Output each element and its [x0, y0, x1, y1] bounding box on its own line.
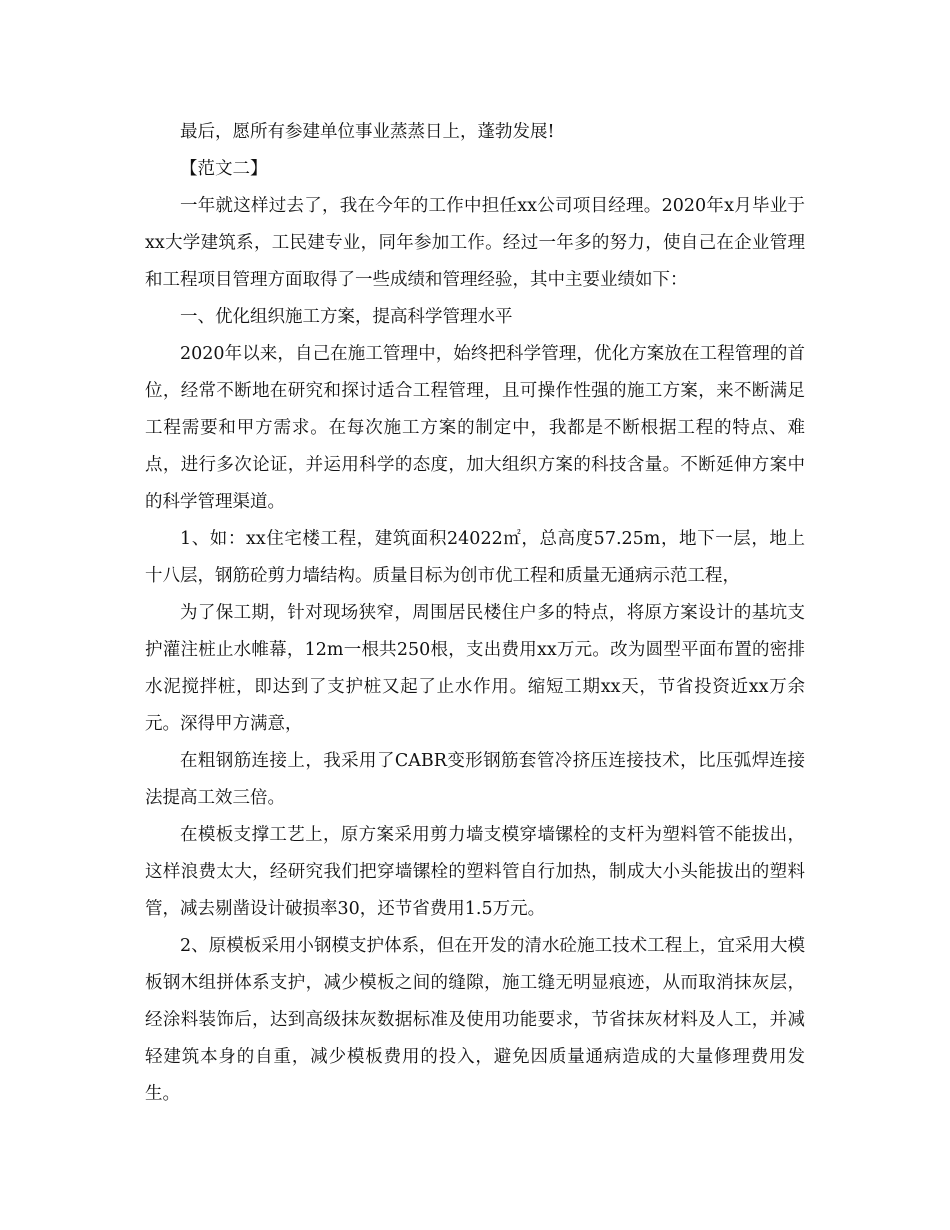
formwork-paragraph: 在模板支撑工艺上，原方案采用剪力墙支模穿墙镙栓的支杆为塑料管不能拔出，这样浪费太大，经研究我们把穿墙镙栓的塑料管自行加热，制成大小头能拔出的塑料管，减去剔凿设计破损率30，还节省费用1.5万元。	[145, 825, 805, 919]
document-body	[145, 114, 805, 1113]
rebar-paragraph: 在粗钢筋连接上，我采用了CABR变形钢筋套管冷挤压连接技术，比压弧焊连接法提高工效三倍。	[145, 751, 805, 808]
section-heading-1: 一、优化组织施工方案，提高科学管理水平	[180, 307, 513, 327]
example-paragraph-2: 2、原模板采用小钢模支护体系，但在开发的清水砼施工技术工程上，宜采用大模板钢木组拼体系支护，减少模板之间的缝隙，施工缝无明显痕迹，从而取消抹灰层，经涂料装饰后，达到高级抹灰数据标准及使用功能要求，节省抹灰材料及人工，并减轻建筑本身的自重，减少模板费用的投入，避免因质量通病造成的大量修理费用发生。	[145, 936, 805, 1104]
example-paragraph-1: 1、如：xx住宅楼工程，建筑面积24022㎡，总高度57.25m，地下一层，地上十八层，钢筋砼剪力墙结构。质量目标为创市优工程和质量无通病示范工程，	[145, 529, 805, 586]
body-paragraph-2020: 2020年以来，自己在施工管理中，始终把科学管理，优化方案放在工程管理的首位，经常不断地在研究和探讨适合工程管理，且可操作性强的施工方案，来不断满足工程需要和甲方需求。在每次施工方案的制定中，我都是不断根据工程的特点、难点，进行多次论证，并运用科学的态度，加大组织方案的科技含量。不断延伸方案中的科学管理渠道。	[145, 344, 805, 512]
closing-paragraph: 最后，愿所有参建单位事业蒸蒸日上，蓬勃发展!	[180, 122, 555, 142]
intro-paragraph: 一年就这样过去了，我在今年的工作中担任xx公司项目经理。2020年x月毕业于xx大学建筑系，工民建专业，同年参加工作。经过一年多的努力，使自己在企业管理和工程项目管理方面取得了一些成绩和管理经验，其中主要业绩如下：	[145, 196, 805, 290]
sample-heading: 【范文二】	[180, 159, 268, 179]
schedule-paragraph: 为了保工期，针对现场狭窄，周围居民楼住户多的特点，将原方案设计的基坑支护灌注桩止水帷幕，12m一根共250根，支出费用xx万元。改为圆型平面布置的密排水泥搅拌桩，即达到了支护桩又起了止水作用。缩短工期xx天，节省投资近xx万余元。深得甲方满意，	[145, 603, 805, 734]
